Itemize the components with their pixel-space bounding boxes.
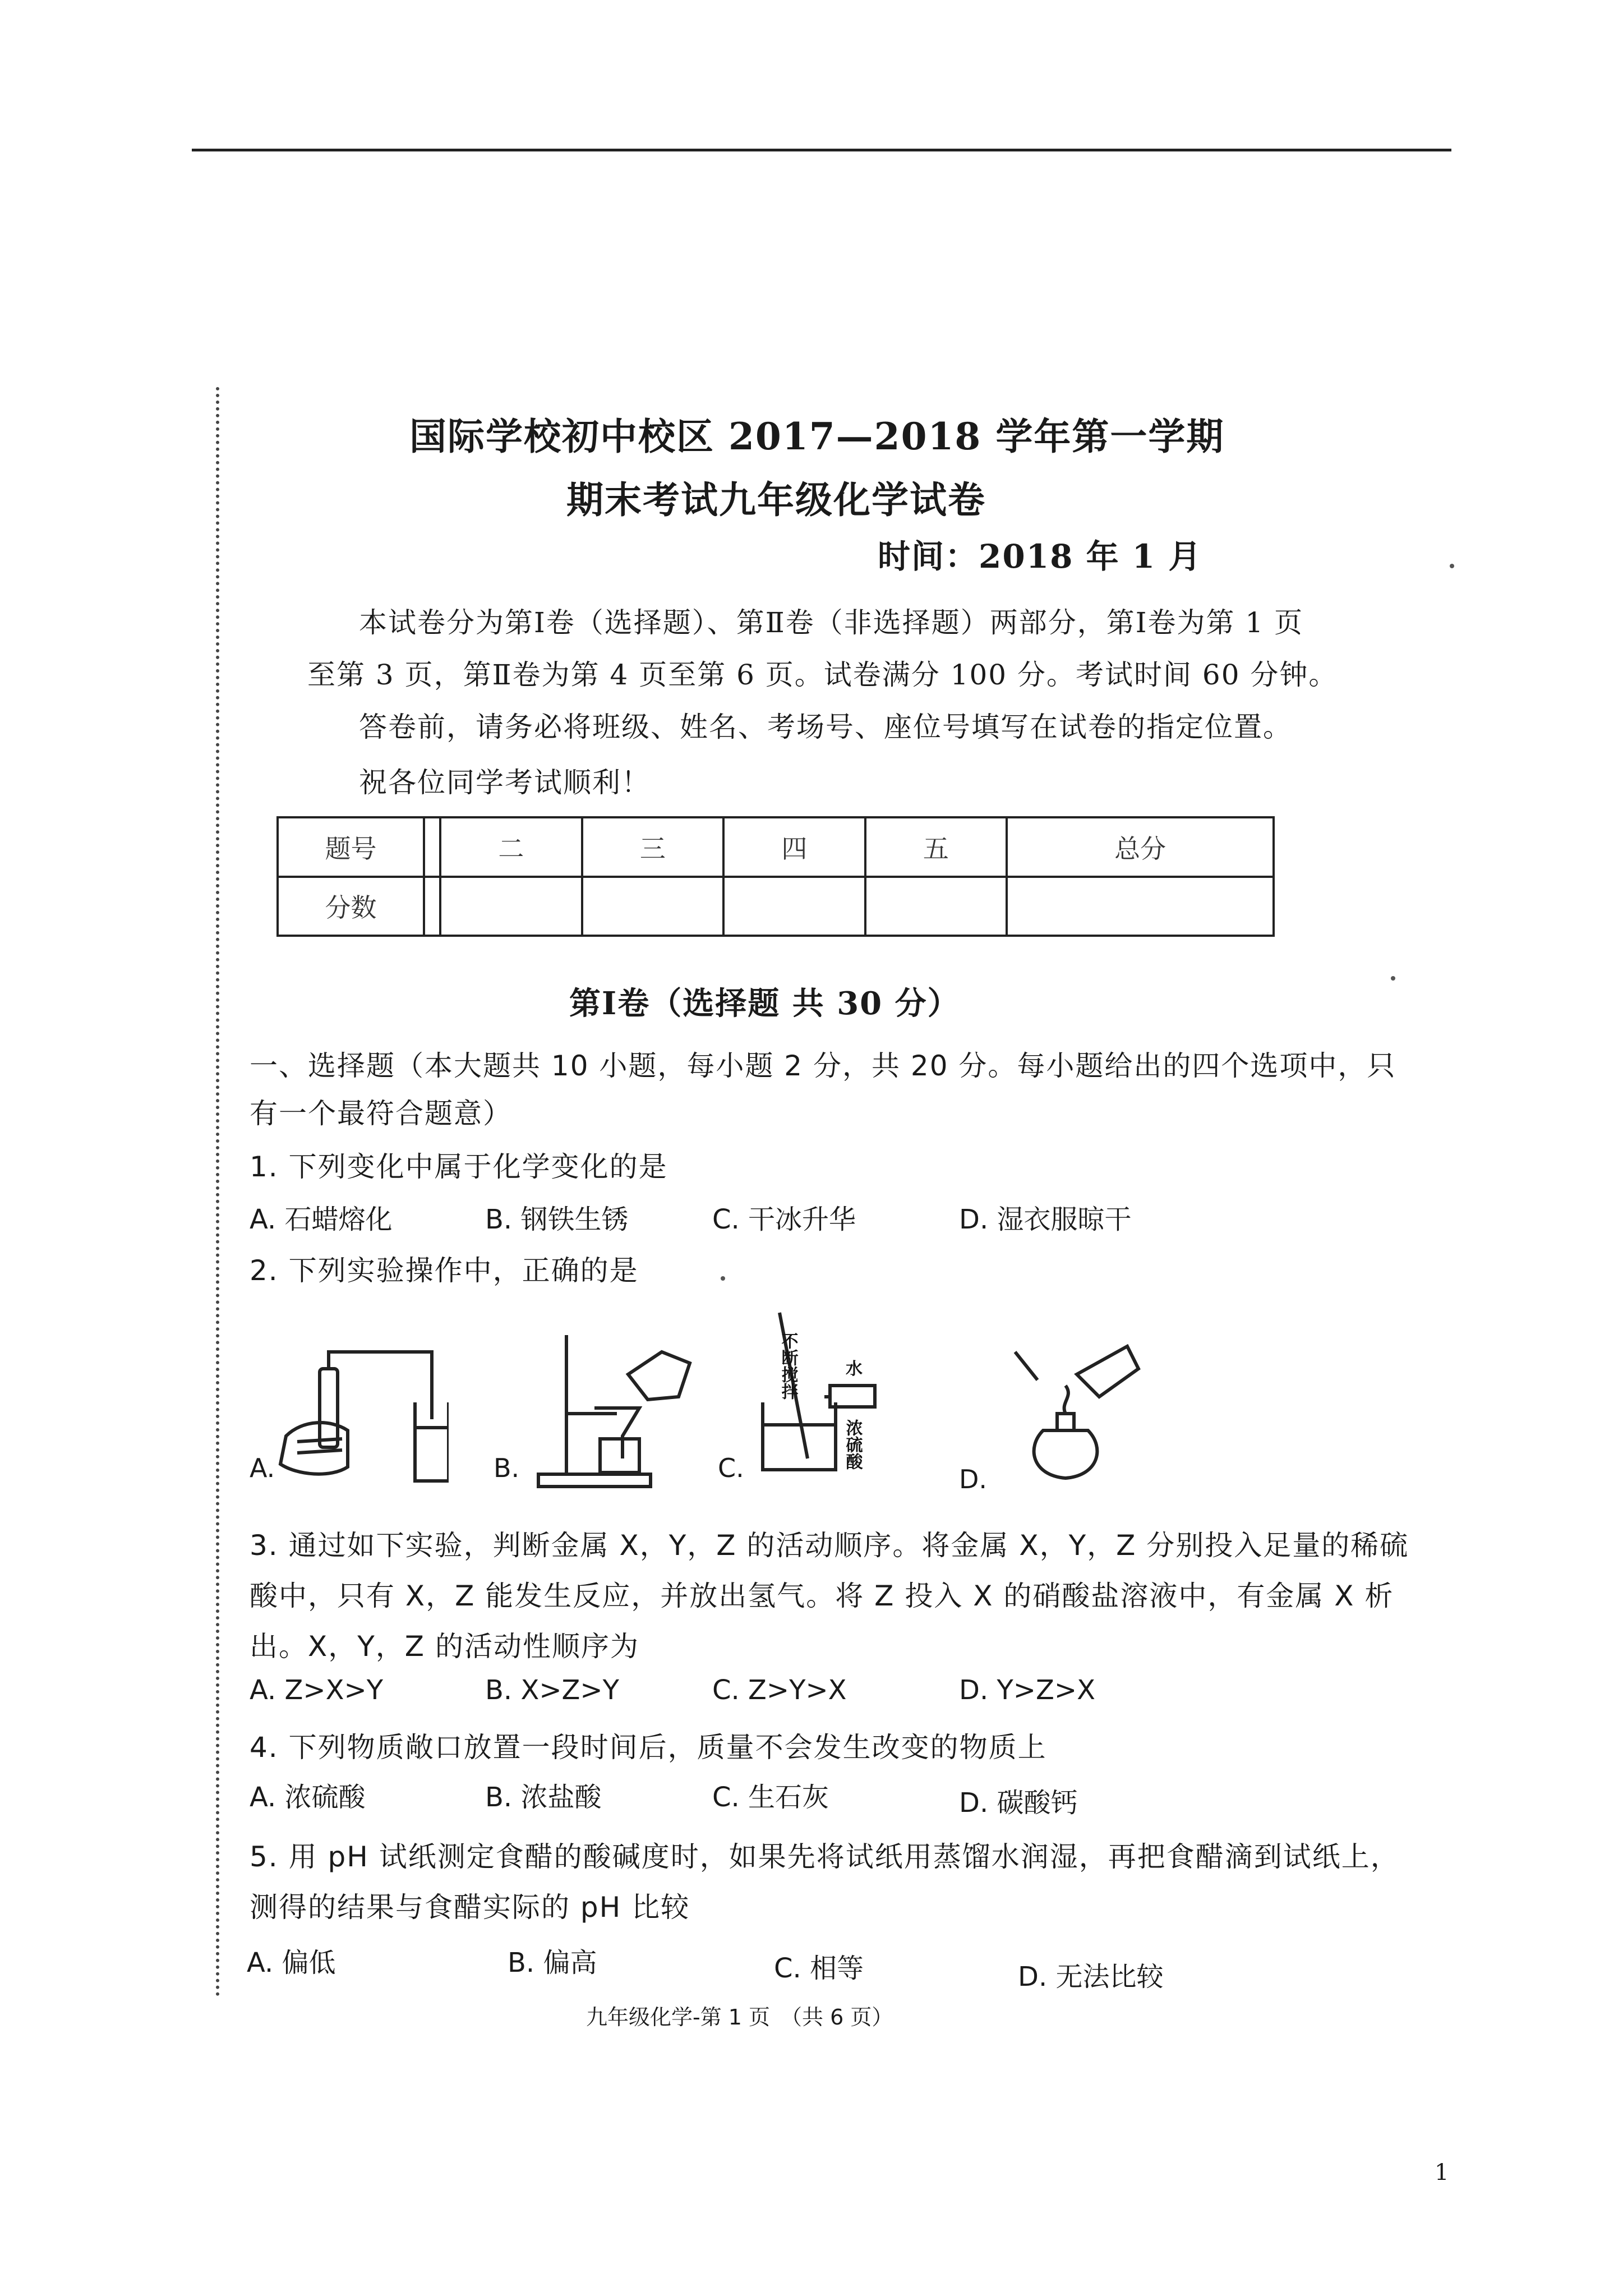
- question-1-option-a: A. 石蜡熔化: [250, 1204, 393, 1235]
- score-table-header-2: 二: [440, 817, 582, 877]
- score-table-header-total: 总分: [1007, 817, 1274, 877]
- page-number: 1: [1435, 2160, 1449, 2185]
- score-cell: [865, 877, 1007, 936]
- score-cell: [440, 877, 582, 936]
- question-3-option-d: D. Y>Z>X: [959, 1674, 1095, 1706]
- question-2-option-a: A.: [250, 1453, 275, 1483]
- question-4-stem: 4. 下列物质敞口放置一段时间后，质量不会发生改变的物质上: [250, 1731, 1047, 1764]
- intro-line4: 祝各位同学考试顺利！: [359, 766, 651, 799]
- score-cell: [582, 877, 724, 936]
- question-5-stem-line2: 测得的结果与食醋实际的 pH 比较: [250, 1891, 690, 1924]
- figure-a-gas-tightness-check: [264, 1335, 449, 1487]
- question-3-option-c: C. Z>Y>X: [712, 1674, 847, 1706]
- binding-margin-dotted-line: [216, 387, 219, 1997]
- figure-c-stir-label: 不断搅拌: [778, 1332, 798, 1400]
- section1-instruction-line2: 有一个最符合题意）: [250, 1097, 512, 1130]
- question-2-option-d: D.: [959, 1464, 988, 1494]
- question-5-option-c: C. 相等: [774, 1953, 864, 1984]
- question-4-option-b: B. 浓盐酸: [485, 1782, 602, 1813]
- scan-speck: [1450, 564, 1454, 568]
- score-cell: [424, 877, 440, 936]
- score-cell: [1007, 877, 1274, 936]
- exam-date: 时间：2018 年 1 月: [878, 537, 1202, 576]
- question-3-stem-line1: 3. 通过如下实验，判断金属 X，Y，Z 的活动顺序。将金属 X，Y，Z 分别投入足量的稀硫: [250, 1529, 1409, 1562]
- question-2-option-c: C.: [718, 1453, 744, 1483]
- page-footer: 九年级化学-第 1 页 （共 6 页）: [586, 2005, 893, 2030]
- figure-d-alcohol-lamp: [1004, 1341, 1144, 1487]
- figure-c-dilute-sulfuric-acid: [740, 1301, 892, 1487]
- scan-speck: [721, 1276, 725, 1281]
- top-rule: [192, 149, 1451, 151]
- question-1-option-c: C. 干冰升华: [712, 1204, 856, 1235]
- figure-c-water-label: 水: [846, 1359, 863, 1379]
- question-4-option-d: D. 碳酸钙: [959, 1787, 1078, 1819]
- question-3-option-b: B. X>Z>Y: [485, 1674, 619, 1706]
- question-1-stem: 1. 下列变化中属于化学变化的是: [250, 1151, 668, 1183]
- score-table: [276, 816, 1275, 937]
- question-5-option-b: B. 偏高: [508, 1947, 597, 1978]
- question-5-option-a: A. 偏低: [247, 1947, 336, 1978]
- intro-line1: 本试卷分为第Ⅰ卷（选择题）、第Ⅱ卷（非选择题）两部分，第Ⅰ卷为第 1 页: [359, 606, 1304, 639]
- score-table-score-row: [278, 877, 1274, 936]
- intro-line3: 答卷前，请务必将班级、姓名、考场号、座位号填写在试卷的指定位置。: [359, 711, 1292, 743]
- score-cell: [723, 877, 865, 936]
- score-table-header-row: [278, 817, 1274, 877]
- question-3-stem-line3: 出。X，Y，Z 的活动性顺序为: [250, 1630, 639, 1663]
- exam-title-line2: 期末考试九年级化学试卷: [566, 478, 986, 522]
- question-3-stem-line2: 酸中，只有 X，Z 能发生反应，并放出氢气。将 Z 投入 X 的硝酸盐溶液中，有金属 X 析: [250, 1580, 1394, 1612]
- question-4-option-a: A. 浓硫酸: [250, 1782, 366, 1813]
- question-5-stem-line1: 5. 用 pH 试纸测定食醋的酸碱度时，如果先将试纸用蒸馏水润湿，再把食醋滴到试纸上，: [250, 1841, 1400, 1873]
- section1-heading: 第Ⅰ卷（选择题 共 30 分）: [569, 985, 960, 1022]
- section1-instruction-line1: 一、选择题（本大题共 10 小题，每小题 2 分，共 20 分。每小题给出的四个选项中，只: [250, 1050, 1396, 1082]
- exam-title-line1: 国际学校初中校区 2017—2018 学年第一学期: [409, 415, 1225, 458]
- question-1-option-d: D. 湿衣服晾干: [959, 1204, 1132, 1235]
- score-table-row1-label: 题号: [278, 817, 424, 877]
- intro-line2: 至第 3 页，第Ⅱ卷为第 4 页至第 6 页。试卷满分 100 分。考试时间 60 分钟。: [307, 659, 1338, 691]
- question-1-option-b: B. 钢铁生锈: [485, 1204, 629, 1235]
- score-table-row2-label: 分数: [278, 877, 424, 936]
- score-table-header-5: 五: [865, 817, 1007, 877]
- question-2-option-b: B.: [494, 1453, 520, 1483]
- figure-c-acid-label: 浓硫酸: [842, 1419, 863, 1470]
- score-table-header-4: 四: [723, 817, 865, 877]
- question-5-option-d: D. 无法比较: [1018, 1961, 1164, 1993]
- score-table-header-3: 三: [582, 817, 724, 877]
- score-table-header-1: [424, 817, 440, 877]
- question-2-stem: 2. 下列实验操作中，正确的是: [250, 1254, 639, 1287]
- question-4-option-c: C. 生石灰: [712, 1782, 829, 1813]
- question-3-option-a: A. Z>X>Y: [250, 1674, 384, 1706]
- figure-b-filtration: [527, 1329, 695, 1492]
- scan-speck: [1391, 976, 1395, 981]
